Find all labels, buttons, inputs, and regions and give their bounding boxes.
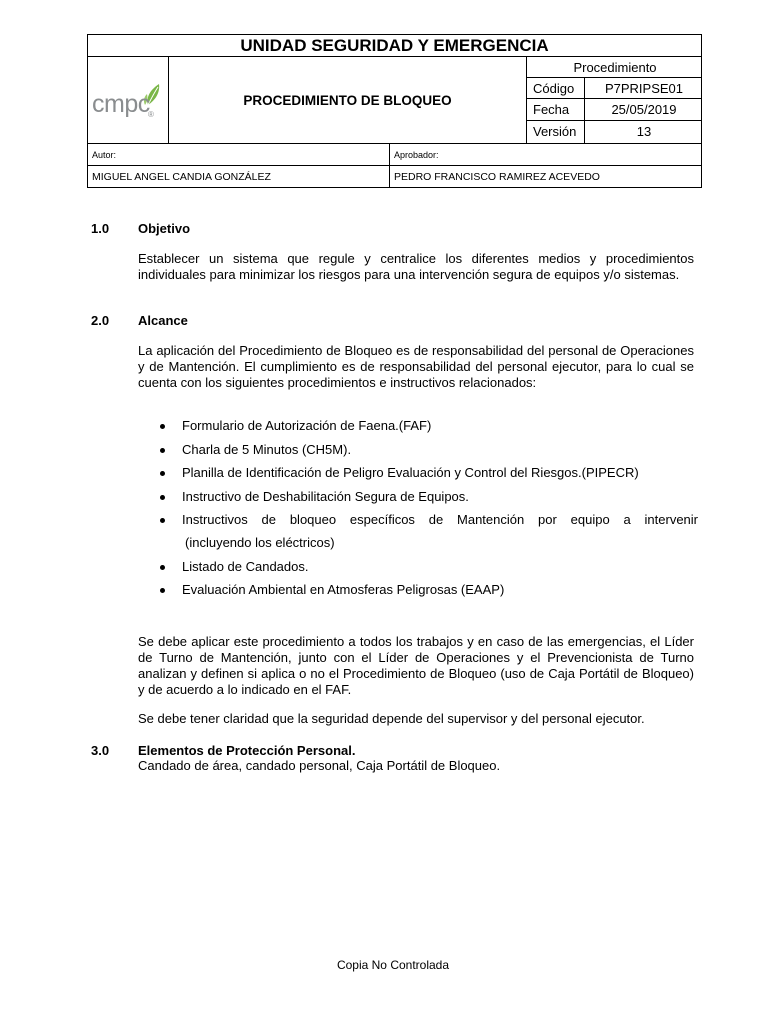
version-label: Versión	[533, 124, 577, 139]
procedure-title: PROCEDIMIENTO DE BLOQUEO	[243, 93, 452, 108]
bullet-icon	[160, 565, 165, 570]
section-number: 3.0	[91, 743, 110, 758]
section-number: 2.0	[91, 313, 110, 328]
epp-text: Candado de área, candado personal, Caja Portátil de Bloqueo.	[138, 758, 501, 773]
list-item: Planilla de Identificación de Peligro Evaluación y Control del Riesgos.(PIPECR)	[138, 465, 698, 481]
list-item: Formulario de Autorización de Faena.(FAF)	[138, 418, 698, 434]
header-divider	[88, 165, 701, 166]
footer-copy-notice: Copia No Controlada	[336, 958, 450, 972]
list-item-continuation: (incluyendo los eléctricos)	[185, 535, 335, 550]
alcance-paragraph-3: Se debe tener claridad que la seguridad depende del supervisor y del personal ejecutor.	[138, 711, 645, 726]
company-logo	[88, 57, 168, 144]
objetivo-text: Establecer un sistema que regule y centralice los diferentes medios y procedimientos individuales para minimizar los riesgos para una intervención segura de equipos y/o sistemas.	[138, 251, 694, 282]
alcance-intro: La aplicación del Procedimiento de Bloqueo es de responsabilidad del personal de Operaciones y de Mantención. El cumplimiento es de responsabilidad del personal ejecutor, para lo cual se cuenta con los siguientes procedimientos e instructivos relacionados:	[138, 343, 694, 390]
logo-text: cmpc	[92, 90, 150, 118]
autor-name: MIGUEL ANGEL CANDIA GONZÁLEZ	[92, 171, 271, 183]
fecha-label: Fecha	[533, 102, 570, 117]
organization-title: UNIDAD SEGURIDAD Y EMERGENCIA	[240, 36, 549, 55]
list-item: Evaluación Ambiental en Atmosferas Peligrosas (EAAP)	[138, 582, 698, 598]
section-title-objetivo: Objetivo	[138, 221, 191, 236]
section-title-epp: Elementos de Protección Personal.	[138, 743, 356, 758]
section-number: 1.0	[91, 221, 110, 236]
list-item: Listado de Candados.	[138, 559, 698, 575]
codigo-label: Código	[533, 81, 575, 96]
list-item: Instructivos de bloqueo específicos de Mantención por equipo a intervenir (incluyendo los eléctricos)	[138, 512, 698, 551]
document-type: Procedimiento	[573, 60, 657, 75]
list-item: Charla de 5 Minutos (CH5M).	[138, 442, 698, 458]
header-divider	[389, 143, 390, 187]
fecha-value: 25/05/2019	[611, 102, 677, 117]
bullet-icon	[160, 424, 165, 429]
alcance-paragraph-2: Se debe aplicar este procedimiento a todos los trabajos y en caso de las emergencias, el Líder de Turno de Mantención, junto con el Líder de Operaciones y el Prevencionista de Turno analizan y definen si aplica o no el Procedimiento de Bloqueo (uso de Caja Portátil de Bloqueo) y de acuerdo a lo indicado en el FAF.	[138, 634, 694, 697]
autor-label: Autor:	[92, 150, 117, 160]
document-header-table	[87, 34, 702, 188]
bullet-icon	[160, 588, 165, 593]
bullet-icon	[160, 518, 165, 523]
aprobador-label: Aprobador:	[394, 150, 439, 160]
bullet-icon	[160, 495, 165, 500]
section-title-alcance: Alcance	[138, 313, 188, 328]
bullet-icon	[160, 448, 165, 453]
aprobador-name: PEDRO FRANCISCO RAMIREZ ACEVEDO	[394, 171, 600, 183]
list-item: Instructivo de Deshabilitación Segura de Equipos.	[138, 489, 698, 505]
related-procedures-list	[138, 418, 698, 606]
codigo-value: P7PRIPSE01	[604, 81, 684, 96]
bullet-icon	[160, 471, 165, 476]
version-value: 13	[636, 124, 652, 139]
logo-registered-mark: ®	[148, 110, 154, 119]
